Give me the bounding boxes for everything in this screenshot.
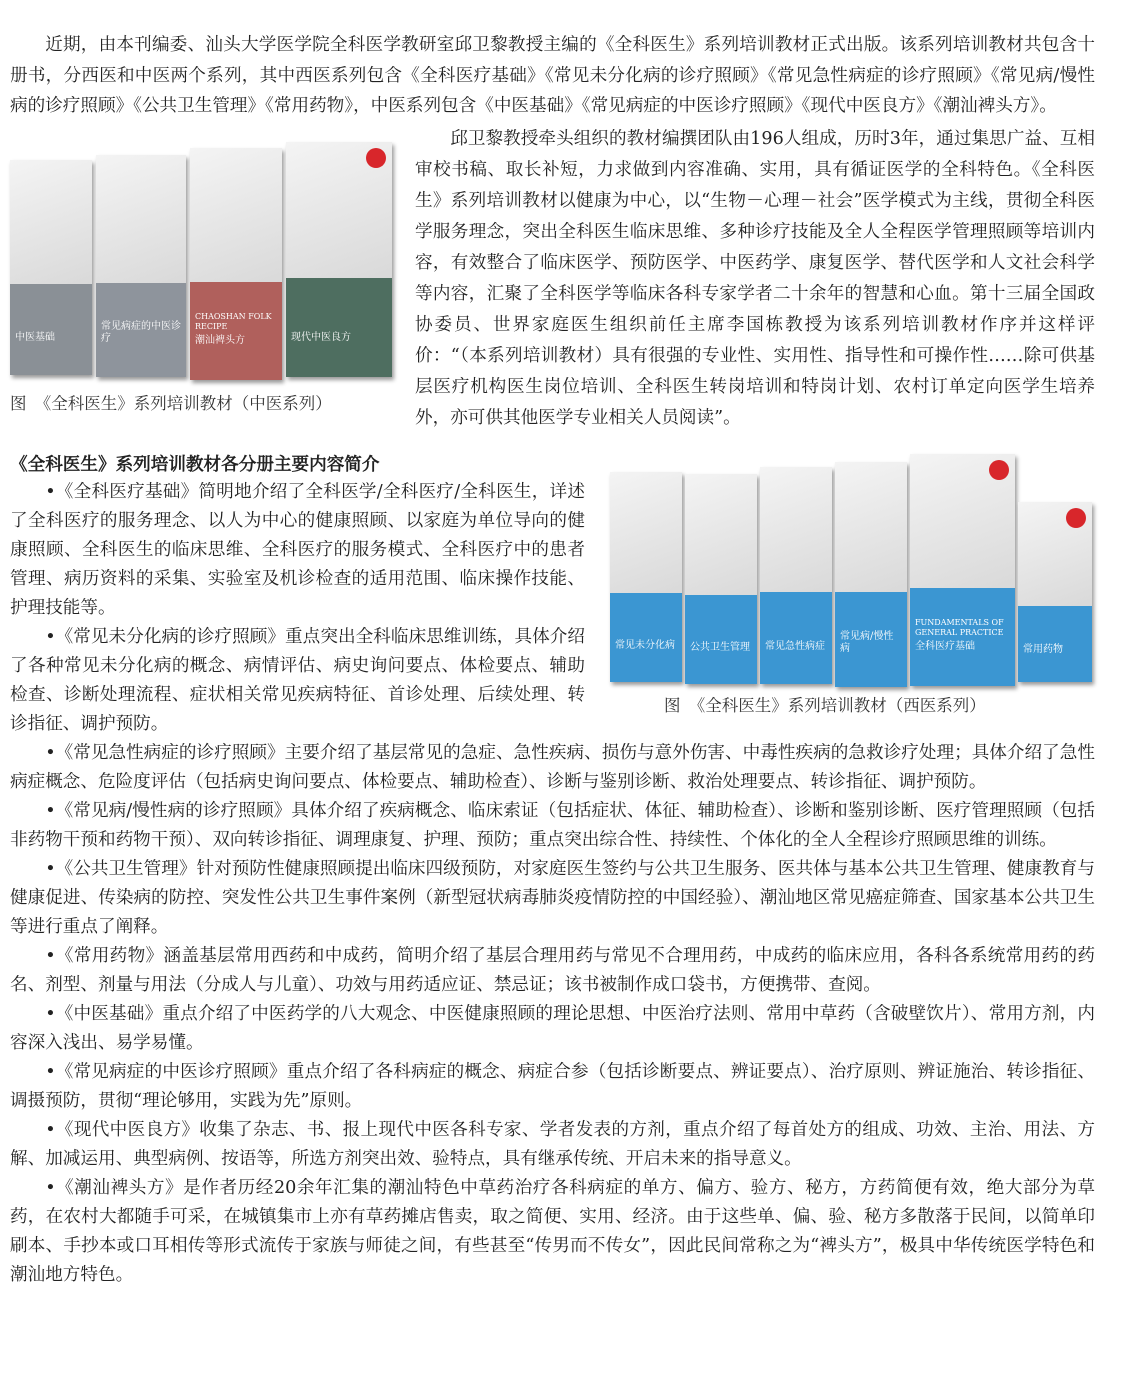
western-figure: [610, 452, 1095, 717]
book-cover: [910, 454, 1015, 686]
intro-paragraph: 近期，由本刊编委、汕头大学医学院全科医学教研室邱卫黎教授主编的《全科医生》系列培训教材正式出版。该系列培训教材共包含十册书，分西医和中医两个系列，其中西医系列包含《全科医疗基础》《常见未分化病的诊疗照顾》《常见急性病症的诊疗照顾》《常见病/慢性病的诊疗照顾》《公共卫生管理》《常用药物》，中医系列包含《中医基础》《常见病症的中医诊疗照顾》《现代中医良方》《潮汕裨头方》。: [10, 35, 1095, 116]
western-series-photo: [610, 452, 1095, 687]
book-cover: [1018, 502, 1092, 682]
book-cover: [10, 160, 92, 375]
book-cover: [610, 472, 682, 682]
book-cover: [190, 148, 282, 380]
badge-seal-icon: [989, 460, 1009, 480]
book-cover: [286, 142, 392, 377]
summary-list: [10, 478, 1095, 1290]
list-item: •《现代中医良方》收集了杂志、书、报上现代中医各科专家、学者发表的方剂，重点介绍了每首处方的组成、功效、主治、用法、方解、加减运用、典型病例、按语等，所选方剂突出效、验特点，具有继承传统、开启未来的指导意义。: [10, 1119, 1095, 1169]
section-heading: 《全科医生》系列培训教材各分册主要内容简介: [10, 454, 380, 475]
team-section: [10, 124, 1095, 434]
list-item: •《潮汕裨头方》是作者历经20余年汇集的潮汕特色中草药治疗各科病症的单方、偏方、验方、秘方，方药简便有效，绝大部分为草药，在农村大都随手可采，在城镇集市上亦有草药摊店售卖，取之简便、实用、经济。由于这些单、偏、验、秘方多散落于民间，以简单印刷本、手抄本或口耳相传等形式流传于家族与师徒之间，有些甚至“传男而不传女”，因此民间常称之为“裨头方”，极具中华传统医学特色和潮汕地方特色。: [10, 1177, 1095, 1285]
list-item: •《中医基础》重点介绍了中医药学的八大观念、中医健康照顾的理论思想、中医治疗法则、常用中草药（含破壁饮片）、常用方剂，内容深入浅出、易学易懂。: [10, 1003, 1095, 1053]
badge-seal-icon: [366, 148, 386, 168]
tcm-figure: [10, 140, 395, 415]
book-title: 现代中医良方: [291, 331, 351, 343]
book-title: 常见急性病症: [765, 641, 825, 653]
book-english-title: FUNDAMENTALS OF GENERAL PRACTICE: [915, 618, 1004, 638]
book-title: 全科医疗基础: [915, 641, 975, 653]
book-title: 潮汕裨头方: [195, 335, 245, 347]
book-title: 常用药物: [1023, 644, 1063, 656]
team-paragraph: 邱卫黎教授牵头组织的教材编撰团队由196人组成，历时3年，通过集思广益、互相审校书稿、取长补短，力求做到内容准确、实用，具有循证医学的全科特色。《全科医生》系列培训教材以健康为中心，以“生物－心理－社会”医学模式为主线，贯彻全科医学服务理念，突出全科医生临床思维、多种诊疗技能及全人全程医学管理照顾等培训内容，有效整合了临床医学、预防医学、中医药学、康复医学、替代医学和人文社会科学等内容，汇聚了全科医学等临床各科专家学者二十余年的智慧和心血。第十三届全国政协委员、世界家庭医生组织前任主席李国栋教授为该系列培训教材作序并这样评价：“（本系列培训教材）具有很强的专业性、实用性、指导性和可操作性……除可供基层医疗机构医生岗位培训、全科医生转岗培训和特岗计划、农村订单定向医学生培养外，亦可供其他医学专业相关人员阅读”。: [415, 128, 1095, 428]
book-cover: [835, 462, 907, 687]
list-item: •《公共卫生管理》针对预防性健康照顾提出临床四级预防，对家庭医生签约与公共卫生服务、医共体与基本公共卫生管理、健康教育与健康促进、传染病的防控、突发性公共卫生事件案例（新型冠状病毒肺炎疫情防控的中国经验）、潮汕地区常见癌症筛查、国家基本公共卫生等进行重点了阐释。: [10, 858, 1095, 937]
western-figure-caption: 图 《全科医生》系列培训教材（西医系列）: [664, 695, 986, 715]
book-title: 中医基础: [15, 332, 55, 344]
list-item: •《常见急性病症的诊疗照顾》主要介绍了基层常见的急症、急性疾病、损伤与意外伤害、中毒性疾病的急救诊疗处理；具体介绍了急性病症概念、危险度评估（包括病史询问要点、体检要点、辅助检查）、诊断与鉴别诊断、救治处理要点、转诊指征、调护预防。: [10, 742, 1095, 792]
book-title: 公共卫生管理: [690, 642, 750, 654]
tcm-figure-caption: 图 《全科医生》系列培训教材（中医系列）: [10, 393, 332, 413]
book-cover: [96, 155, 186, 377]
tcm-series-photo: [10, 140, 395, 385]
book-cover: [685, 474, 757, 684]
book-title: 常见未分化病: [615, 640, 675, 652]
badge-seal-icon: [1066, 508, 1086, 528]
list-item: •《常见未分化病的诊疗照顾》重点突出全科临床思维训练，具体介绍了各种常见未分化病的概念、病情评估、病史询问要点、体检要点、辅助检查、诊断处理流程、症状相关常见疾病特征、首诊处理、后续处理、转诊指征、调护预防。: [10, 626, 585, 734]
list-item: •《常见病症的中医诊疗照顾》重点介绍了各科病症的概念、病症合参（包括诊断要点、辨证要点）、治疗原则、辨证施治、转诊指征、调摄预防，贯彻“理论够用，实践为先”原则。: [10, 1061, 1095, 1111]
list-item: •《常用药物》涵盖基层常用西药和中成药，简明介绍了基层合理用药与常见不合理用药，中成药的临床应用，各科各系统常用药的药名、剂型、剂量与用法（分成人与儿童）、功效与用药适应证、禁忌证；该书被制作成口袋书，方便携带、查阅。: [10, 945, 1095, 995]
book-title: 常见病/慢性病: [840, 631, 894, 654]
list-item: •《全科医疗基础》简明地介绍了全科医学/全科医疗/全科医生，详述了全科医疗的服务理念、以人为中心的健康照顾、以家庭为单位导向的健康照顾、全科医生的临床思维、全科医疗的服务模式、全科医疗中的患者管理、病历资料的采集、实验室及机诊检查的适用范围、临床操作技能、护理技能等。: [10, 481, 585, 618]
book-title: 常见病症的中医诊疗: [101, 321, 181, 345]
list-item: •《常见病/慢性病的诊疗照顾》具体介绍了疾病概念、临床索证（包括症状、体征、辅助检查）、诊断和鉴别诊断、医疗管理照顾（包括非药物干预和药物干预）、双向转诊指征、调理康复、护理、预防；重点突出综合性、持续性、个体化的全人全程诊疗照顾思维的训练。: [10, 800, 1095, 850]
book-english-title: CHAOSHAN FOLK RECIPE: [195, 312, 272, 332]
book-cover: [760, 467, 832, 684]
